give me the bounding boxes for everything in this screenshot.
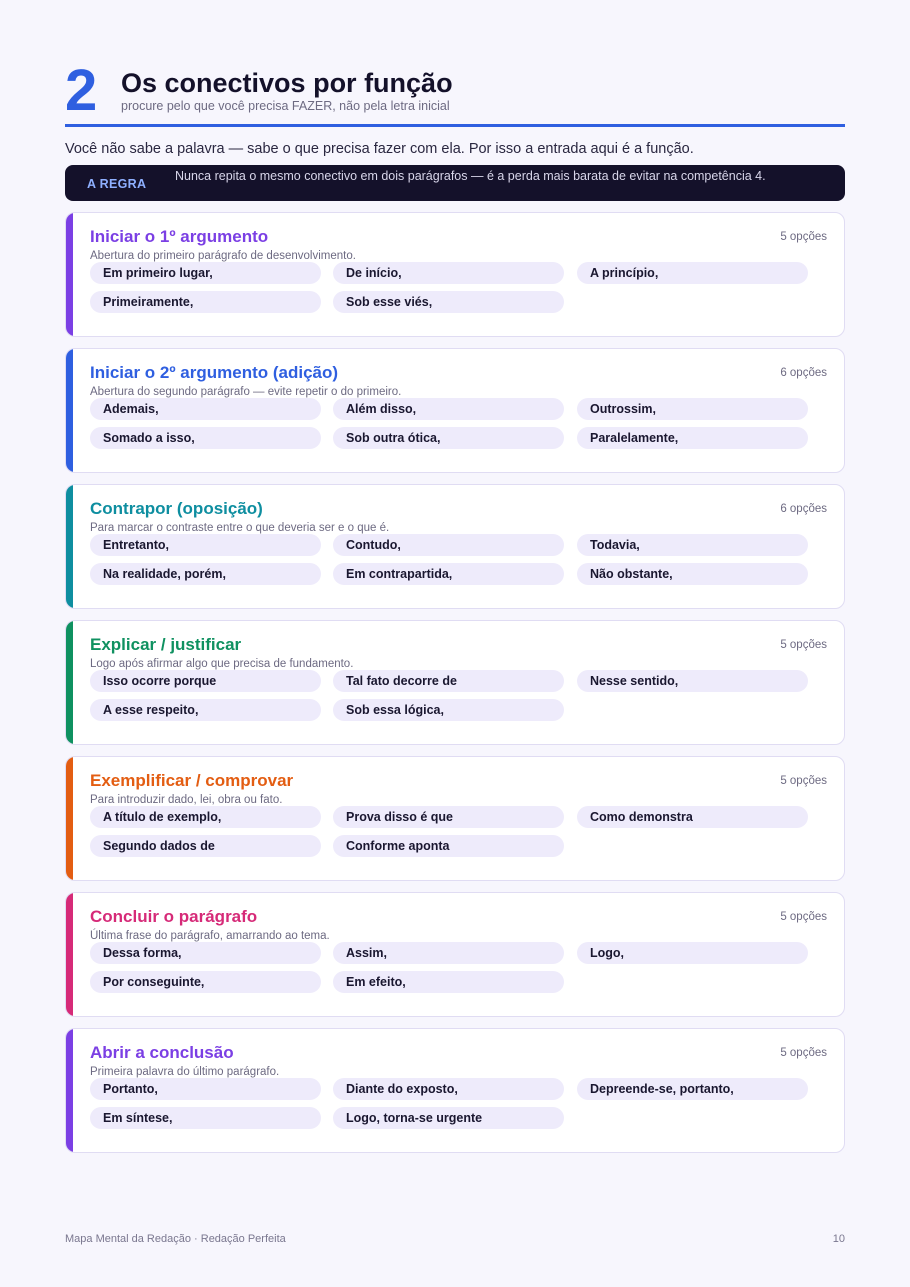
- section-count: 5 opções: [780, 231, 827, 243]
- connective-chip: Contudo,: [333, 534, 564, 556]
- section-accent-bar: [66, 893, 73, 1016]
- section-description: Logo após afirmar algo que precisa de fundamento.: [90, 658, 354, 670]
- section-title: Abrir a conclusão: [90, 1043, 234, 1062]
- section-description: Abertura do primeiro parágrafo de desenvolvimento.: [90, 250, 356, 262]
- connective-chip: Por conseguinte,: [90, 971, 321, 993]
- connective-chip: Conforme aponta: [333, 835, 564, 857]
- connective-chip: Na realidade, porém,: [90, 563, 321, 585]
- section-accent-bar: [66, 213, 73, 336]
- connective-chip: Não obstante,: [577, 563, 808, 585]
- connective-chip: Sob esse viés,: [333, 291, 564, 313]
- chapter-number: 2: [65, 58, 97, 123]
- connective-chip: A título de exemplo,: [90, 806, 321, 828]
- connective-chip: Diante do exposto,: [333, 1078, 564, 1100]
- section-exemplificar-comprovar: [65, 756, 845, 881]
- rule-label: A REGRA: [87, 177, 147, 191]
- section-concluir-paragrafo: [65, 892, 845, 1017]
- section-description: Última frase do parágrafo, amarrando ao tema.: [90, 930, 330, 942]
- connective-chip: A esse respeito,: [90, 699, 321, 721]
- section-description: Abertura do segundo parágrafo — evite repetir o do primeiro.: [90, 386, 402, 398]
- section-iniciar-1-argumento: [65, 212, 845, 337]
- connective-chip: Como demonstra: [577, 806, 808, 828]
- section-title: Explicar / justificar: [90, 635, 242, 654]
- connective-chip: Nesse sentido,: [577, 670, 808, 692]
- connective-chip: Dessa forma,: [90, 942, 321, 964]
- connective-chip: Assim,: [333, 942, 564, 964]
- connective-chip: Tal fato decorre de: [333, 670, 564, 692]
- connective-chip: A princípio,: [577, 262, 808, 284]
- section-iniciar-2-argumento: [65, 348, 845, 473]
- rule-callout: [65, 165, 845, 201]
- section-count: 5 opções: [780, 639, 827, 651]
- section-explicar-justificar: [65, 620, 845, 745]
- connective-chip: Segundo dados de: [90, 835, 321, 857]
- section-accent-bar: [66, 349, 73, 472]
- section-title: Concluir o parágrafo: [90, 907, 258, 926]
- section-accent-bar: [66, 1029, 73, 1152]
- footer-source: Mapa Mental da Redação · Redação Perfeita: [65, 1233, 286, 1245]
- section-description: Para introduzir dado, lei, obra ou fato.: [90, 794, 283, 806]
- rule-text: Nunca repita o mesmo conectivo em dois parágrafos — é a perda mais barata de evitar na competência 4.: [175, 169, 766, 183]
- connective-chip: Entretanto,: [90, 534, 321, 556]
- connective-chip: Sob essa lógica,: [333, 699, 564, 721]
- section-count: 5 opções: [780, 1047, 827, 1059]
- section-description: Primeira palavra do último parágrafo.: [90, 1066, 280, 1078]
- connective-chip: Além disso,: [333, 398, 564, 420]
- connective-chip: Todavia,: [577, 534, 808, 556]
- page-title: Os conectivos por função: [121, 68, 453, 98]
- connective-chip: Em efeito,: [333, 971, 564, 993]
- connective-chip: Depreende-se, portanto,: [577, 1078, 808, 1100]
- section-count: 5 opções: [780, 911, 827, 923]
- connective-chip: Isso ocorre porque: [90, 670, 321, 692]
- connective-chip: Em primeiro lugar,: [90, 262, 321, 284]
- section-accent-bar: [66, 757, 73, 880]
- page-number: 10: [832, 1233, 845, 1245]
- connective-chip: Primeiramente,: [90, 291, 321, 313]
- connective-chip: Logo,: [577, 942, 808, 964]
- section-description: Para marcar o contraste entre o que deveria ser e o que é.: [90, 522, 390, 534]
- connective-chip: Paralelamente,: [577, 427, 808, 449]
- connective-chip: Outrossim,: [577, 398, 808, 420]
- connective-chip: Somado a isso,: [90, 427, 321, 449]
- section-count: 6 opções: [780, 503, 827, 515]
- section-contrapor: [65, 484, 845, 609]
- connective-chip: Ademais,: [90, 398, 321, 420]
- header-divider: [65, 124, 845, 127]
- section-title: Iniciar o 1º argumento: [90, 227, 269, 246]
- section-abrir-conclusao: [65, 1028, 845, 1153]
- connective-chip: Prova disso é que: [333, 806, 564, 828]
- connective-chip: Em síntese,: [90, 1107, 321, 1129]
- connective-chip: Logo, torna-se urgente: [333, 1107, 564, 1129]
- section-title: Iniciar o 2º argumento (adição): [90, 363, 339, 382]
- section-title: Exemplificar / comprovar: [90, 771, 294, 790]
- section-accent-bar: [66, 621, 73, 744]
- section-count: 6 opções: [780, 367, 827, 379]
- intro-text: Você não sabe a palavra — sabe o que precisa fazer com ela. Por isso a entrada aqui é a função.: [65, 141, 694, 157]
- connective-chip: Em contrapartida,: [333, 563, 564, 585]
- connective-chip: Portanto,: [90, 1078, 321, 1100]
- section-accent-bar: [66, 485, 73, 608]
- chapter-header: [65, 58, 845, 126]
- connective-chip: De início,: [333, 262, 564, 284]
- section-count: 5 opções: [780, 775, 827, 787]
- page-subtitle: procure pelo que você precisa FAZER, não pela letra inicial: [121, 99, 450, 113]
- section-title: Contrapor (oposição): [90, 499, 263, 518]
- connective-chip: Sob outra ótica,: [333, 427, 564, 449]
